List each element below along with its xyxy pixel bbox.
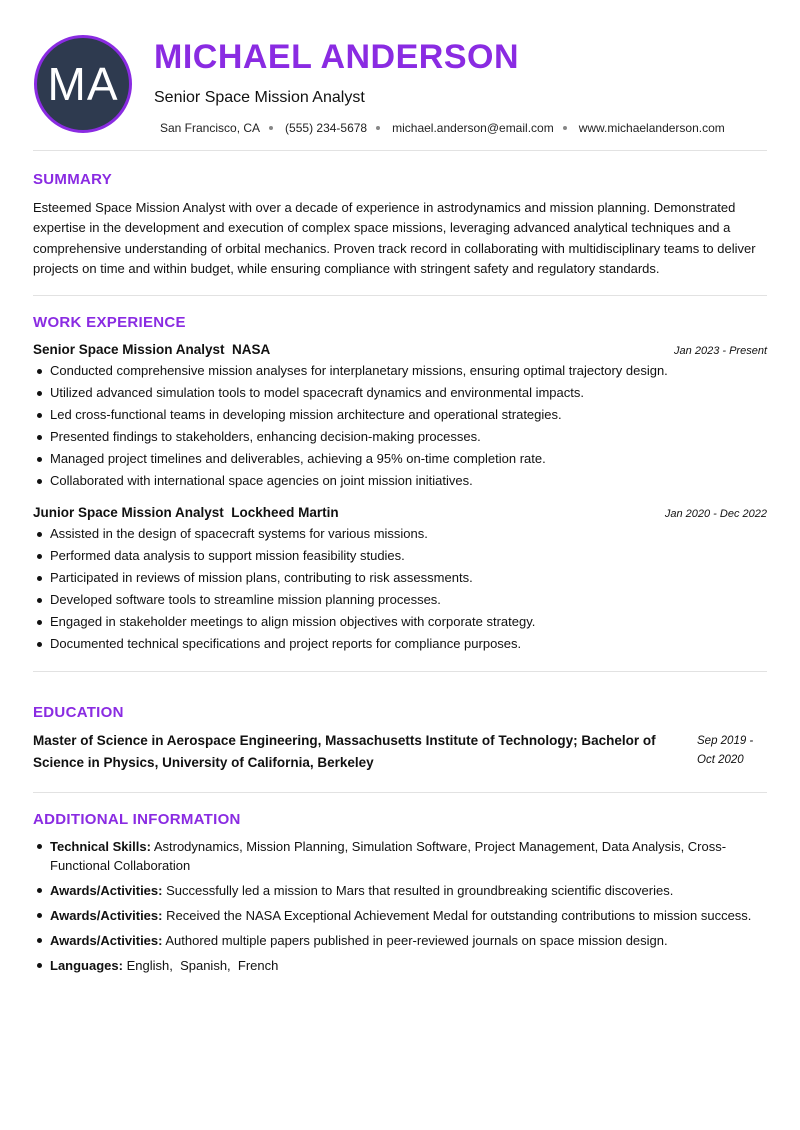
info-label: Technical Skills: xyxy=(50,839,151,855)
separator-dot-icon xyxy=(563,126,567,130)
education-dates: Sep 2019 - Oct 2020 xyxy=(697,735,754,767)
education-section xyxy=(33,686,767,793)
list-item: Conducted comprehensive mission analyses for interplanetary missions, ensuring optimal trajectory design. xyxy=(33,360,767,382)
job-bullets xyxy=(33,360,767,492)
contact-website[interactable]: www.michaelanderson.com xyxy=(578,121,725,135)
list-item: Developed software tools to streamline mission planning processes. xyxy=(33,589,767,611)
candidate-name: MICHAEL ANDERSON xyxy=(154,38,520,76)
job-role: Junior Space Mission Analyst Lockheed Martin xyxy=(33,505,339,521)
job-role: Senior Space Mission Analyst NASA xyxy=(33,342,271,358)
contact-line xyxy=(160,121,725,135)
section-heading-additional: ADDITIONAL INFORMATION xyxy=(33,811,241,829)
job-entry xyxy=(33,342,767,492)
list-item: Collaborated with international space agencies on joint mission initiatives. xyxy=(33,470,767,492)
list-item: Presented findings to stakeholders, enhancing decision-making processes. xyxy=(33,426,767,448)
education-degree: Master of Science in Aerospace Engineering, Massachusetts Institute of Technology; Bachelor of Science in Physics, University of California, Berkeley xyxy=(33,733,656,771)
info-text: English, Spanish, French xyxy=(126,958,279,974)
job-bullets xyxy=(33,523,767,655)
list-item: Managed project timelines and deliverables, achieving a 95% on-time completion rate. xyxy=(33,448,767,470)
info-text: Astrodynamics, Mission Planning, Simulation Software, Project Management, Data Analysis, Cross-Functional Collaboration xyxy=(50,839,727,874)
list-item xyxy=(33,931,767,950)
job-dates: Jan 2020 - Dec 2022 xyxy=(664,508,767,521)
list-item: Led cross-functional teams in developing mission architecture and operational strategies. xyxy=(33,404,767,426)
additional-section xyxy=(33,793,767,975)
job-header xyxy=(33,505,767,520)
avatar xyxy=(34,35,132,133)
separator-dot-icon xyxy=(269,126,273,130)
list-item xyxy=(33,837,767,875)
info-text: Received the NASA Exceptional Achievement Medal for outstanding contributions to mission success. xyxy=(166,908,752,924)
info-text: Authored multiple papers published in peer-reviewed journals on space mission design. xyxy=(165,933,668,949)
list-item: Documented technical specifications and project reports for compliance purposes. xyxy=(33,633,767,655)
info-label: Languages: xyxy=(50,958,123,974)
info-text: Successfully led a mission to Mars that resulted in groundbreaking scientific discoveries. xyxy=(166,883,674,899)
candidate-title: Senior Space Mission Analyst xyxy=(154,89,365,106)
info-label: Awards/Activities: xyxy=(50,883,163,899)
section-heading-education: EDUCATION xyxy=(33,704,124,722)
summary-section xyxy=(33,151,767,296)
list-item: Participated in reviews of mission plans, contributing to risk assessments. xyxy=(33,567,767,589)
additional-list xyxy=(33,837,767,975)
summary-text: Esteemed Space Mission Analyst with over a decade of experience in astrodynamics and mission planning. Demonstrated expertise in the development and execution of complex space missions, leveraging advanced analytical techniques and a comprehensive understanding of orbital mechanics. Proven track record in collaborating with multidisciplinary teams to deliver projects on time and within budget, while ensuring compliance with stringent safety and regulatory standards. xyxy=(33,200,756,276)
contact-phone: (555) 234-5678 xyxy=(285,121,368,135)
resume-header xyxy=(33,0,767,151)
list-item: Performed data analysis to support mission feasibility studies. xyxy=(33,545,767,567)
experience-section xyxy=(33,296,767,672)
info-label: Awards/Activities: xyxy=(50,933,163,949)
job-header xyxy=(33,342,767,357)
job-entry xyxy=(33,505,767,655)
info-label: Awards/Activities: xyxy=(50,908,163,924)
contact-email[interactable]: michael.anderson@email.com xyxy=(392,121,554,135)
list-item: Utilized advanced simulation tools to model spacecraft dynamics and environmental impacts. xyxy=(33,382,767,404)
avatar-initials: MA xyxy=(47,58,119,110)
list-item: Assisted in the design of spacecraft systems for various missions. xyxy=(33,523,767,545)
contact-location: San Francisco, CA xyxy=(160,121,261,135)
list-item xyxy=(33,956,767,975)
section-heading-experience: WORK EXPERIENCE xyxy=(33,314,186,332)
education-entry xyxy=(33,730,767,774)
list-item: Engaged in stakeholder meetings to align mission objectives with corporate strategy. xyxy=(33,611,767,633)
job-dates: Jan 2023 - Present xyxy=(674,345,767,358)
section-heading-summary: SUMMARY xyxy=(33,171,113,188)
list-item xyxy=(33,906,767,925)
list-item xyxy=(33,881,767,900)
separator-dot-icon xyxy=(376,126,380,130)
